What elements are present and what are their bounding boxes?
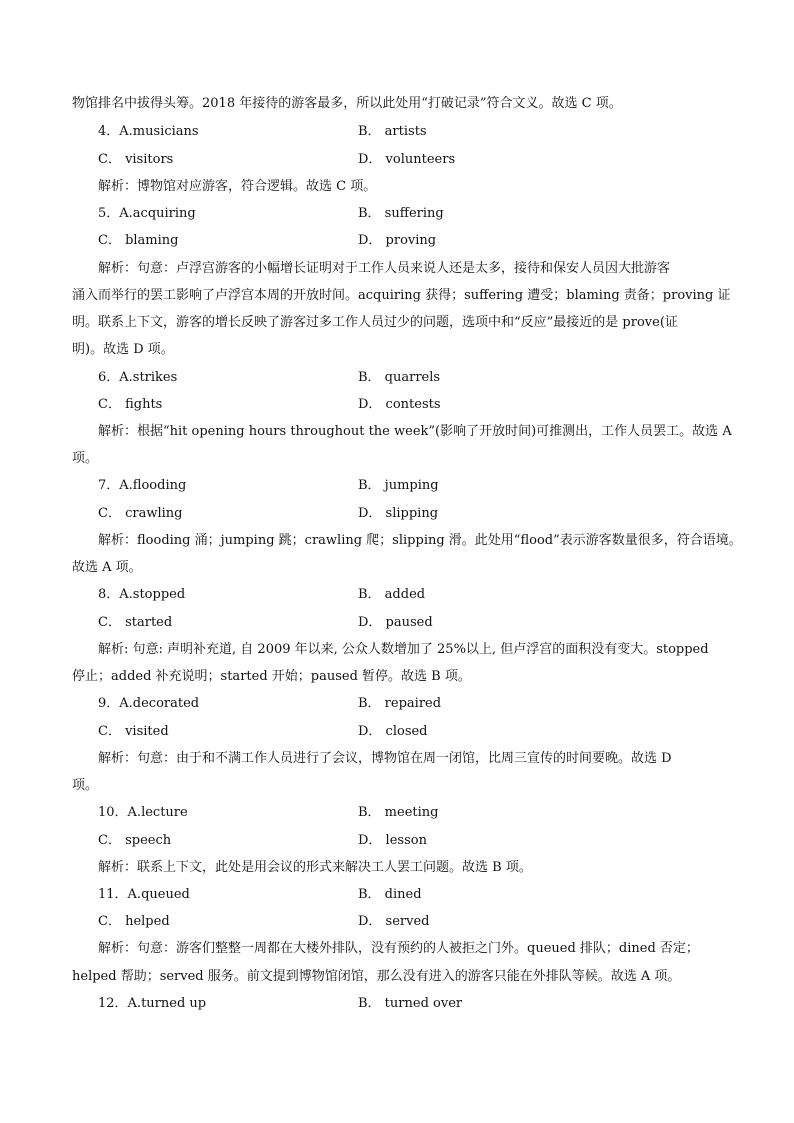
option-c: C． helped: [98, 914, 170, 929]
option-a: 5．A.acquiring: [98, 206, 196, 221]
option-c: C． crawling: [98, 506, 183, 521]
option-row: [0, 886, 794, 904]
option-row: [0, 995, 794, 1013]
option-b: B． artists: [358, 124, 427, 139]
explanation-line: 解析：句意：卢浮宫游客的小幅增长证明对于工作人员来说人还是太多，接待和保安人员因大批游客: [98, 261, 671, 276]
option-d: D． closed: [358, 724, 428, 739]
option-row: [0, 205, 794, 223]
option-row: [0, 232, 794, 250]
explanation-line: 解析：句意：游客们整整一周都在大楼外排队，没有预约的人被拒之门外。queued 排队；dined 否定；: [98, 941, 699, 956]
option-d: D． volunteers: [358, 152, 456, 167]
option-a: 11．A.queued: [98, 887, 190, 902]
explanation-line: 解析：博物馆对应游客，符合逻辑。故选 C 项。: [98, 179, 377, 194]
option-row: [0, 396, 794, 414]
option-b: B． jumping: [358, 478, 439, 493]
explanation-line: 项。: [72, 778, 99, 793]
option-c: C． started: [98, 615, 173, 630]
option-c: C． visited: [98, 724, 169, 739]
option-d: D． paused: [358, 615, 433, 630]
explanation-line: 明)。故选 D 项。: [72, 342, 174, 357]
explanation-line: 明。联系上下文，游客的增长反映了游客过多工作人员过少的问题，选项中和“反应”最接近的是 prove(证: [72, 315, 678, 330]
option-d: D． proving: [358, 233, 437, 248]
option-row: [0, 804, 794, 822]
option-b: B． suffering: [358, 206, 444, 221]
paragraph-line: 物馆排名中拔得头筹。2018 年接待的游客最多，所以此处用“打破记录”符合文义。故选 C 项。: [72, 96, 622, 111]
option-c: C． visitors: [98, 152, 174, 167]
option-a: 7．A.flooding: [98, 478, 187, 493]
option-row: [0, 723, 794, 741]
option-row: [0, 614, 794, 632]
option-b: B． meeting: [358, 805, 439, 820]
explanation-line: helped 帮助；served 服务。前文提到博物馆闭馆，那么没有进入的游客只能在外排队等候。故选 A 项。: [72, 969, 681, 984]
option-d: D． contests: [358, 397, 441, 412]
option-b: B． turned over: [358, 996, 463, 1011]
option-b: B． added: [358, 587, 426, 602]
option-d: D． served: [358, 914, 430, 929]
option-c: C． fights: [98, 397, 163, 412]
option-a: 8．A.stopped: [98, 587, 186, 602]
option-a: 9．A.decorated: [98, 696, 200, 711]
option-a: 10．A.lecture: [98, 805, 188, 820]
option-d: D． lesson: [358, 833, 427, 848]
option-row: [0, 369, 794, 387]
option-row: [0, 695, 794, 713]
explanation-line: 故选 A 项。: [72, 560, 142, 575]
option-c: C． speech: [98, 833, 172, 848]
option-b: B． repaired: [358, 696, 442, 711]
option-row: [0, 151, 794, 169]
option-row: [0, 505, 794, 523]
option-d: D． slipping: [358, 506, 439, 521]
explanation-line: 解析：句意：由于和不满工作人员进行了会议，博物馆在周一闭馆，比周三宣传的时间要晚。故选 D: [98, 751, 672, 766]
option-a: 4．A.musicians: [98, 124, 199, 139]
explanation-line: 停止；added 补充说明；started 开始；paused 暂停。故选 B 项。: [72, 669, 471, 684]
option-row: [0, 123, 794, 141]
explanation-line: 涌入而举行的罢工影响了卢浮宫本周的开放时间。acquiring 获得；suffering 遭受；blaming 责备；proving 证: [72, 288, 731, 303]
explanation-line: 解析：联系上下文，此处是用会议的形式来解决工人罢工问题。故选 B 项。: [98, 860, 532, 875]
option-b: B． dined: [358, 887, 422, 902]
option-row: [0, 477, 794, 495]
option-row: [0, 586, 794, 604]
option-a: 12．A.turned up: [98, 996, 207, 1011]
explanation-line: 解析：根据“hit opening hours throughout the week”(影响了开放时间)可推测出，工作人员罢工。故选 A: [98, 424, 732, 439]
explanation-line: 解析: 句意: 声明补充道, 自 2009 年以来, 公众人数增加了 25%以上, 但卢浮宫的面积没有变大。stopped: [98, 642, 709, 657]
explanation-line: 解析：flooding 涌；jumping 跳；crawling 爬；slipping 滑。此处用“flood”表示游客数量很多，符合语境。: [98, 533, 742, 548]
option-c: C． blaming: [98, 233, 179, 248]
option-a: 6．A.strikes: [98, 370, 178, 385]
option-b: B． quarrels: [358, 370, 441, 385]
option-row: [0, 913, 794, 931]
explanation-line: 项。: [72, 451, 99, 466]
option-row: [0, 832, 794, 850]
